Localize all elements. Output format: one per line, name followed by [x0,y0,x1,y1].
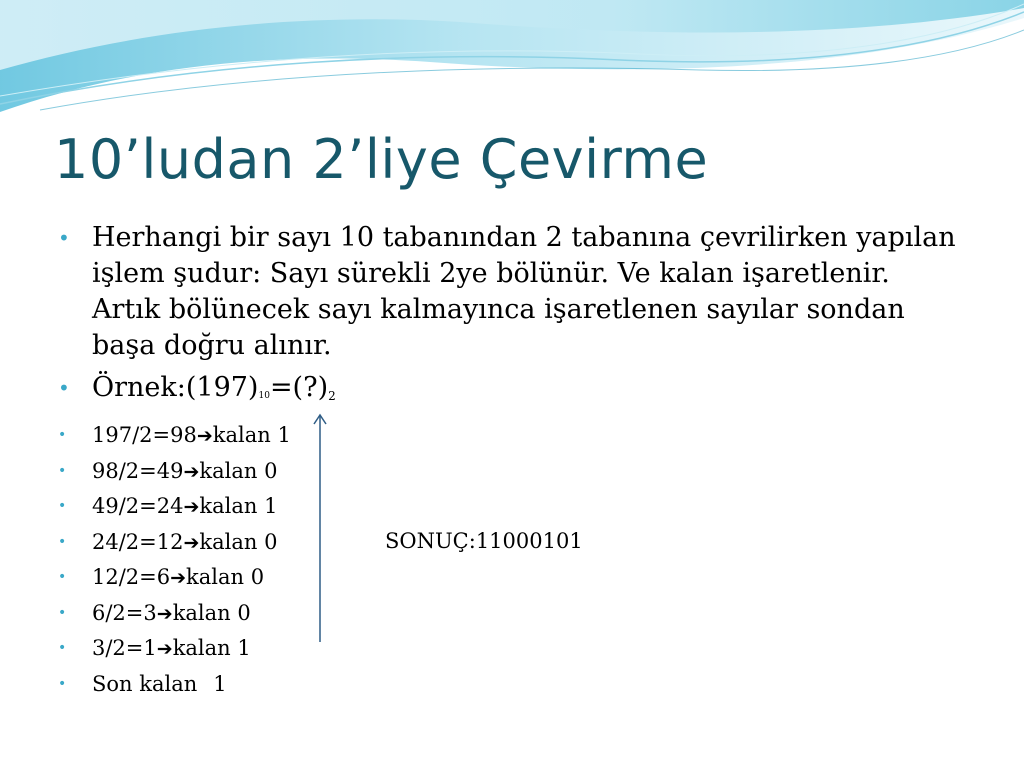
right-arrow-icon: ➔ [196,425,213,447]
step-remainder: kalan 0 [172,600,251,625]
step-division: 12/2=6 [92,565,171,589]
bullet-icon: • [58,533,67,550]
bullet-icon: • [58,462,67,479]
right-arrow-icon: ➔ [183,460,200,483]
step-item [58,598,958,634]
example-item [58,370,958,414]
step-remainder: kalan 1 [199,494,278,518]
step-item [58,420,958,456]
up-arrow-icon [312,412,328,644]
step-division: 3/2=1 [92,636,157,660]
bullet-icon: • [58,675,67,692]
bullet-icon: • [58,498,67,514]
step-division: 6/2=3 [92,600,157,625]
step-remainder: kalan 1 [212,423,291,447]
bullet-icon: • [58,604,67,621]
paragraph-text: Herhangi bir sayı 10 tabanından 2 tabanına çevrilirken yapılan işlem şudur: Sayı sürekli 2ye bölünür. Ve kalan işaretlenir. Artık bölünecek sayı kalmayınca işaretlenen sayılar sondan başa doğru alınır. [92,222,956,361]
step-remainder: kalan 0 [199,458,278,483]
slide-title: 10’ludan 2’liye Çevirme [54,128,709,191]
example-prefix: Örnek:(197) [92,372,259,403]
example-middle: =(?) [269,372,329,403]
step-item [58,456,958,492]
last-remainder-label: Son kalan [92,671,198,696]
result-text: SONUÇ:11000101 [385,529,583,553]
right-arrow-icon: ➔ [170,567,187,589]
right-arrow-icon: ➔ [156,638,173,660]
bullet-list [58,220,958,704]
example-base-to: 2 [328,389,336,403]
step-item [58,562,958,598]
step-division: 197/2=98 [92,423,197,447]
last-remainder-value: 1 [213,671,227,696]
step-division: 49/2=24 [92,494,184,518]
bullet-icon: • [58,427,67,443]
right-arrow-icon: ➔ [183,531,200,554]
step-remainder: kalan 1 [172,636,251,660]
step-division: 24/2=12 [92,529,184,554]
right-arrow-icon: ➔ [156,602,173,625]
step-item [58,633,958,669]
step-remainder: kalan 0 [199,529,278,554]
step-remainder: kalan 0 [186,565,265,589]
bullet-icon: • [58,226,70,250]
step-item [58,491,958,527]
bullet-icon: • [58,640,67,656]
right-arrow-icon: ➔ [183,496,200,518]
example-base-from: 10 [258,391,270,401]
step-division: 98/2=49 [92,458,184,483]
bullet-icon: • [58,376,70,400]
last-remainder-item [58,669,958,705]
header-wave-decoration [0,0,1024,130]
paragraph-item [58,220,958,364]
bullet-icon: • [58,569,67,585]
